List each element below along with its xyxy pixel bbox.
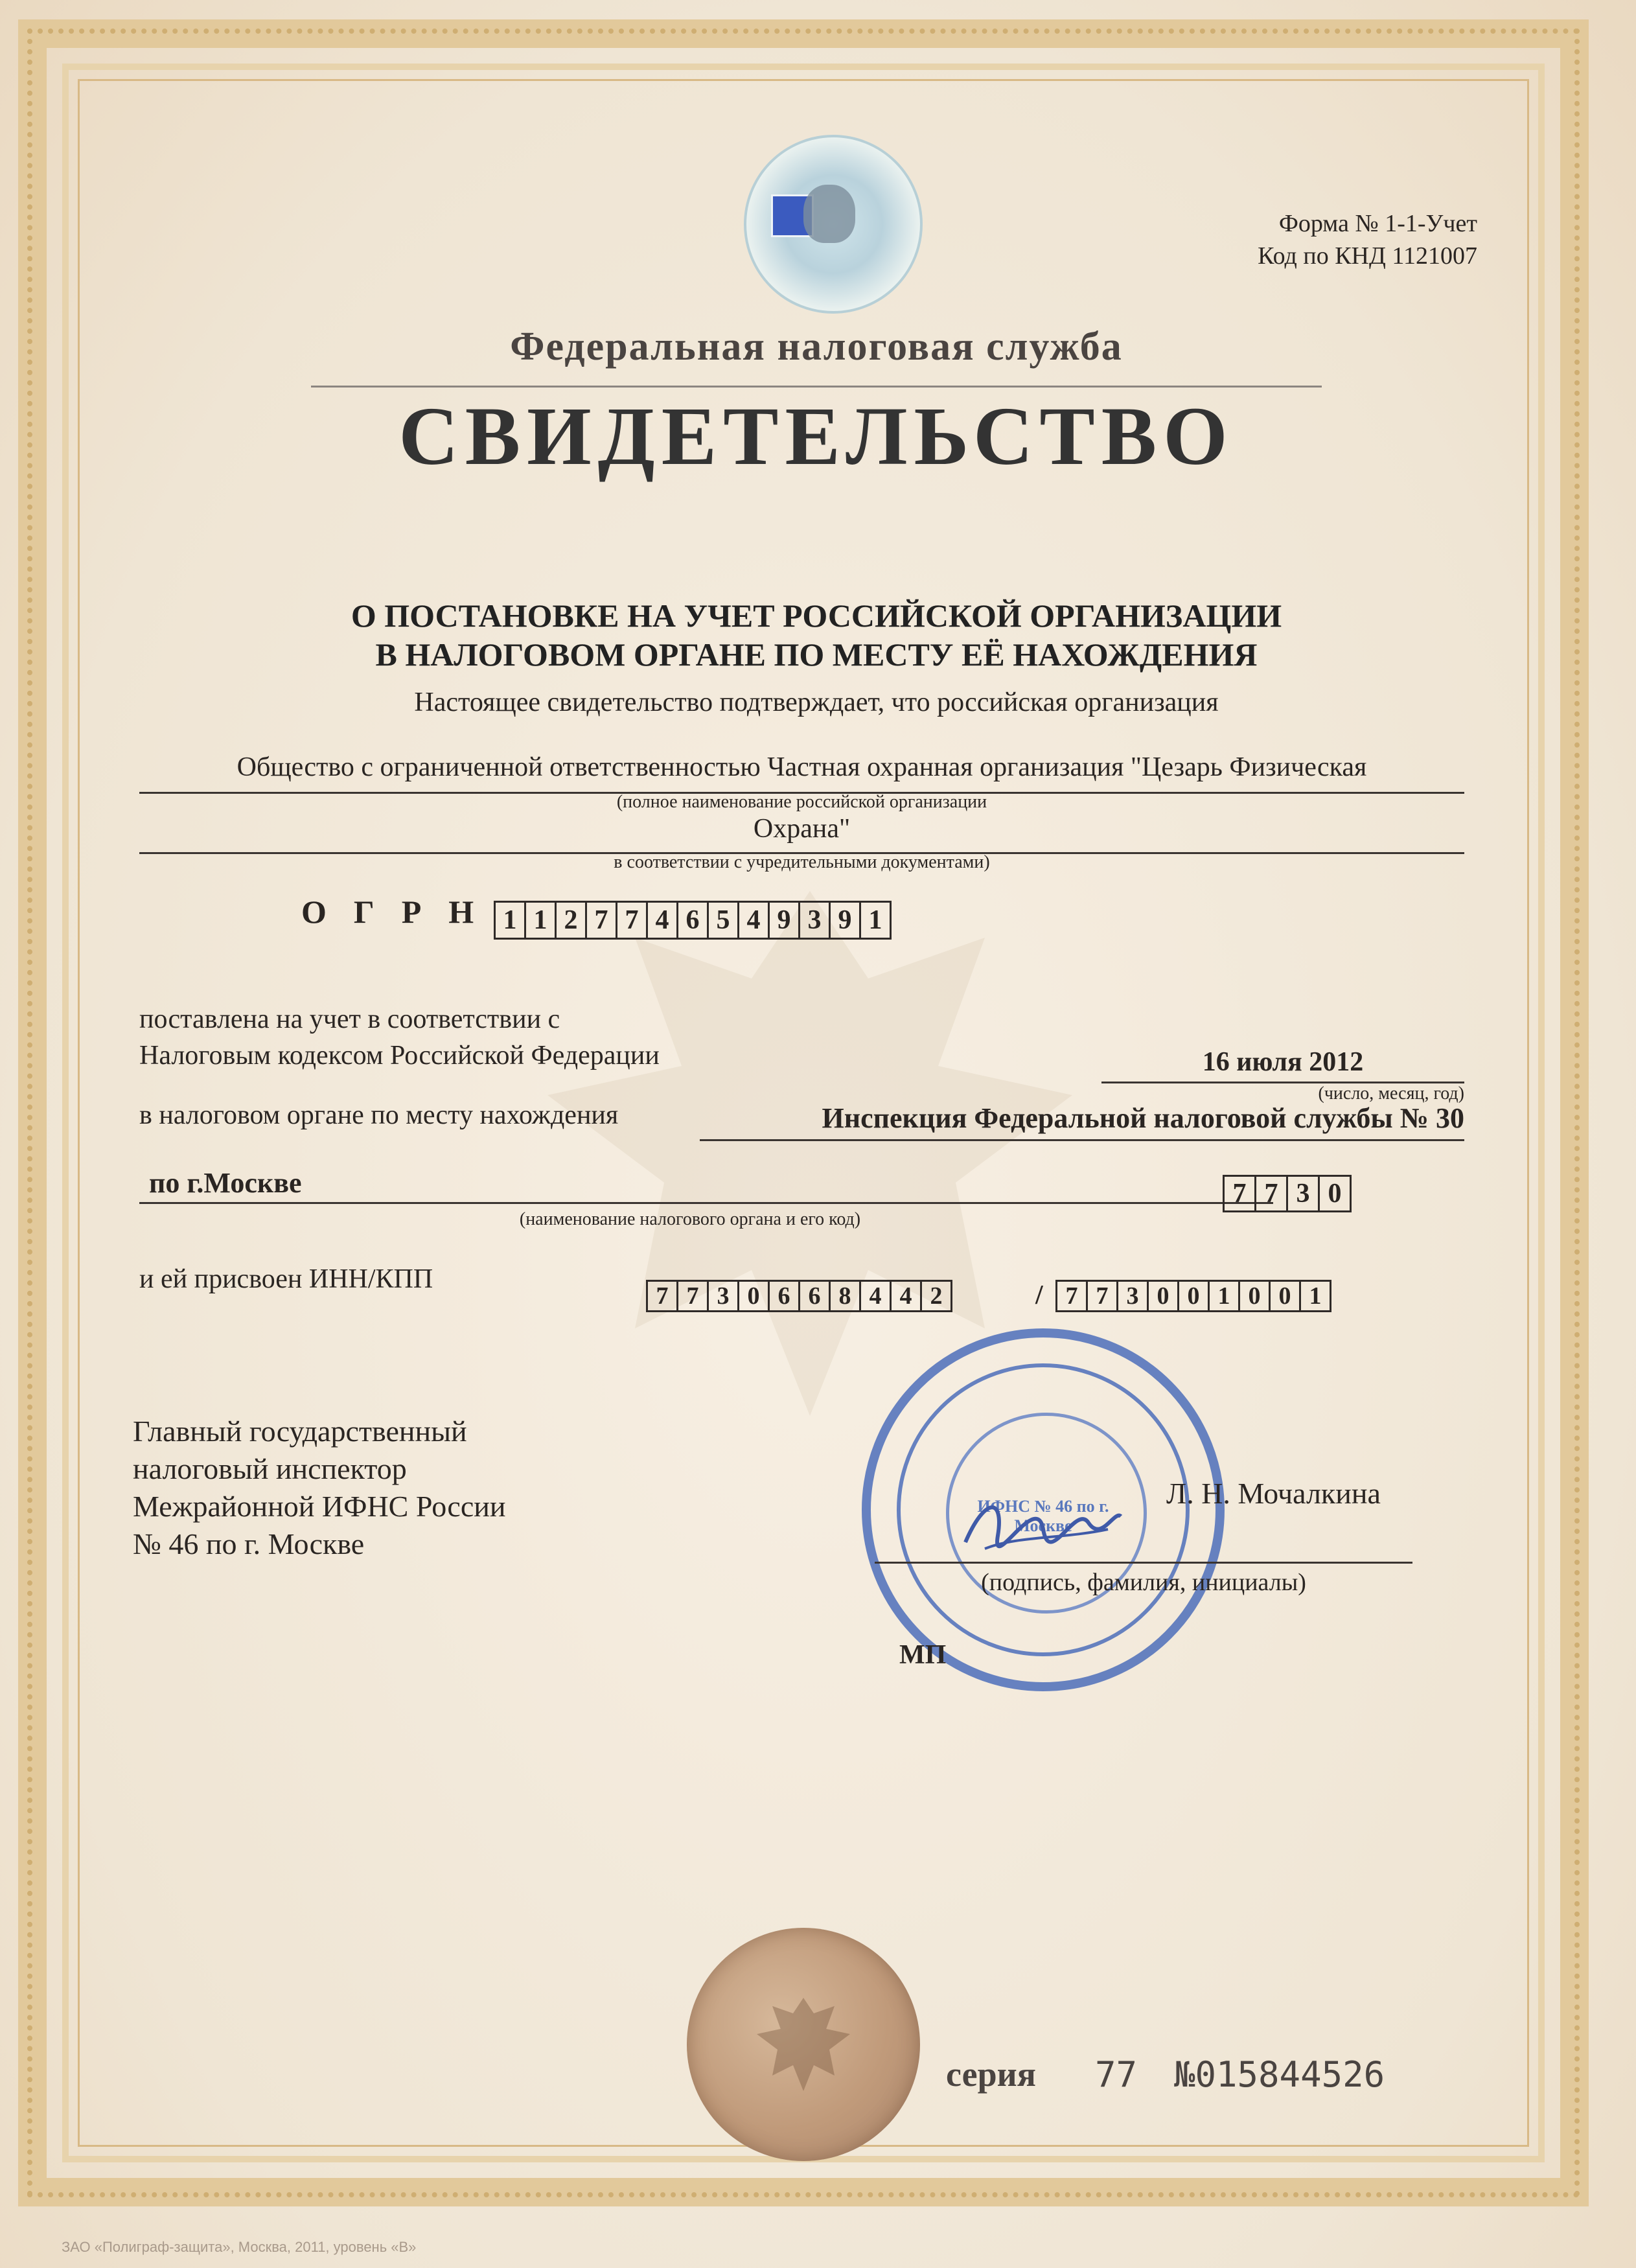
code-digit: 3 bbox=[1286, 1175, 1320, 1212]
ogrn-cells bbox=[496, 901, 892, 940]
inn-digit: 6 bbox=[768, 1280, 800, 1312]
date-caption: (число, месяц, год) bbox=[1318, 1083, 1464, 1104]
tax-office-caption: (наименование налогового органа и его код) bbox=[519, 1209, 861, 1229]
kpp-digit: 1 bbox=[1299, 1280, 1331, 1312]
inn-digit: 6 bbox=[798, 1280, 831, 1312]
code-digit: 0 bbox=[1318, 1175, 1352, 1212]
kpp-digit: 0 bbox=[1238, 1280, 1271, 1312]
stamp-text: ИФНС № 46 по г. Москве bbox=[977, 1497, 1109, 1535]
kpp-digit: 0 bbox=[1147, 1280, 1179, 1312]
tax-office-label: в налоговом органе по месту нахождения bbox=[139, 1100, 619, 1130]
printer-info: ЗАО «Полиграф-защита», Москва, 2011, уровень «В» bbox=[62, 2239, 417, 2255]
ogrn-digit: 7 bbox=[585, 901, 617, 940]
subtitle-line-2: В НАЛОГОВОМ ОРГАНЕ ПО МЕСТУ ЕЁ НАХОЖДЕНИЯ bbox=[375, 636, 1258, 673]
inspector-name: Л. Н. Мочалкина bbox=[1166, 1477, 1381, 1510]
ogrn-digit: 1 bbox=[524, 901, 557, 940]
organization-caption-1: (полное наименование российской организации bbox=[616, 792, 987, 812]
organization-name-line-2: Охрана" bbox=[139, 813, 1464, 854]
subtitle-line-1: О ПОСТАНОВКЕ НА УЧЕТ РОССИЙСКОЙ ОРГАНИЗАЦИИ bbox=[351, 597, 1282, 634]
inn-digit: 7 bbox=[646, 1280, 678, 1312]
confirm-text: Настоящее свидетельство подтверждает, что российская организация bbox=[414, 688, 1219, 717]
ogrn-digit: 3 bbox=[798, 901, 831, 940]
series-number: №015844526 bbox=[1174, 2054, 1385, 2095]
ogrn-digit: 5 bbox=[707, 901, 739, 940]
series-label: серия bbox=[946, 2055, 1036, 2094]
position-line-3: Межрайонной ИФНС России bbox=[133, 1490, 506, 1523]
inn-digit: 8 bbox=[829, 1280, 861, 1312]
document-title: СВИДЕТЕЛЬСТВО bbox=[398, 390, 1234, 482]
eagle-icon bbox=[803, 185, 855, 243]
position-line-4: № 46 по г. Москве bbox=[133, 1527, 365, 1560]
kpp-cells bbox=[1057, 1280, 1331, 1312]
code-digit: 7 bbox=[1254, 1175, 1288, 1212]
service-underline bbox=[311, 386, 1322, 388]
position-line-2: налоговый инспектор bbox=[133, 1452, 407, 1485]
position-line-1: Главный государственный bbox=[133, 1415, 467, 1448]
form-number-text: Форма № 1-1-Учет bbox=[1278, 210, 1477, 237]
inn-digit: 2 bbox=[920, 1280, 952, 1312]
stamp-place-label: МП bbox=[899, 1640, 947, 1670]
inn-digit: 4 bbox=[890, 1280, 922, 1312]
registration-text bbox=[139, 1001, 787, 1074]
ogrn-label: ОГРН bbox=[301, 894, 501, 930]
inn-kpp-separator: / bbox=[1035, 1280, 1043, 1310]
inn-digit: 7 bbox=[676, 1280, 709, 1312]
code-digit: 7 bbox=[1223, 1175, 1256, 1212]
document-subtitle bbox=[194, 596, 1438, 674]
ogrn-digit: 4 bbox=[646, 901, 678, 940]
organization-name-line-1: Общество с ограниченной ответственностью Частная охранная организация "Цезарь Физическая bbox=[139, 752, 1464, 794]
kpp-digit: 1 bbox=[1208, 1280, 1240, 1312]
registration-text-line-2: Налоговым кодексом Российской Федерации bbox=[139, 1041, 660, 1070]
ogrn-digit: 1 bbox=[494, 901, 526, 940]
kpp-digit: 0 bbox=[1177, 1280, 1210, 1312]
registration-date: 16 июля 2012 bbox=[1101, 1047, 1464, 1083]
knd-code-text: Код по КНД 1121007 bbox=[1258, 242, 1477, 270]
tax-office-name: Инспекция Федеральной налоговой службы № 30 bbox=[700, 1102, 1464, 1141]
registration-text-line-1: поставлена на учет в соответствии с bbox=[139, 1004, 560, 1034]
ogrn-digit: 6 bbox=[676, 901, 709, 940]
inn-cells bbox=[648, 1280, 952, 1312]
inspector-position bbox=[133, 1413, 586, 1563]
ogrn-digit: 9 bbox=[768, 901, 800, 940]
signature-scribble-icon bbox=[959, 1484, 1127, 1562]
inn-digit: 4 bbox=[859, 1280, 892, 1312]
service-name: Федеральная налоговая служба bbox=[510, 325, 1123, 369]
inn-digit: 3 bbox=[707, 1280, 739, 1312]
inn-digit: 0 bbox=[737, 1280, 770, 1312]
kpp-digit: 3 bbox=[1116, 1280, 1149, 1312]
ogrn-digit: 7 bbox=[616, 901, 648, 940]
ogrn-digit: 2 bbox=[555, 901, 587, 940]
kpp-digit: 7 bbox=[1055, 1280, 1088, 1312]
seal-eagle-icon bbox=[752, 1983, 855, 2106]
kpp-digit: 7 bbox=[1086, 1280, 1118, 1312]
series-value: 77 bbox=[1095, 2054, 1138, 2095]
ogrn-digit: 9 bbox=[829, 901, 861, 940]
form-number bbox=[1218, 207, 1477, 272]
tax-office-code-cells bbox=[1225, 1175, 1352, 1212]
signature-caption: (подпись, фамилия, инициалы) bbox=[981, 1569, 1306, 1596]
signature-line bbox=[875, 1562, 1412, 1564]
organization-caption-2: в соответствии с учредительными документами) bbox=[614, 852, 990, 872]
kpp-digit: 0 bbox=[1269, 1280, 1301, 1312]
inn-kpp-label: и ей присвоен ИНН/КПП bbox=[139, 1264, 433, 1294]
ogrn-digit: 4 bbox=[737, 901, 770, 940]
ogrn-digit: 1 bbox=[859, 901, 892, 940]
tax-office-city: по г.Москве bbox=[139, 1166, 1273, 1204]
